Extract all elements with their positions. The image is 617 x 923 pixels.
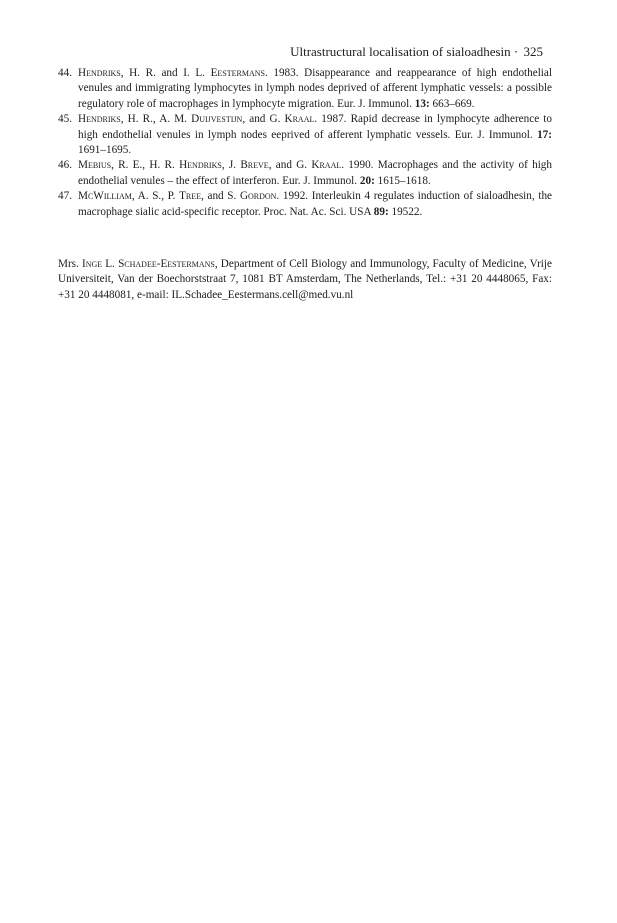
reference-author: Breve [240, 159, 269, 172]
running-head [290, 44, 543, 60]
address-name: Inge L. Schadee-Eestermans [81, 258, 215, 270]
reference-author: McWilliam [78, 190, 132, 203]
reference-number: 47. [58, 190, 72, 203]
reference-author: Eestermans [210, 67, 265, 79]
reference-pages: 19522. [388, 205, 423, 218]
reference-author-initials: , R. E., H. R. [111, 159, 180, 172]
reference-number: 44. [58, 67, 72, 79]
running-head-title: Ultrastructural localisation of sialoadhesin [290, 44, 511, 59]
reference-number: 45. [58, 113, 72, 126]
reference-text: . 1987. Rapid decrease in lymphocyte adherence to high endothelial venules in lymph nodes eeprived of afferent lymphatic vessels. Eur. J. Immunol. [78, 113, 552, 141]
reference-item [58, 112, 552, 158]
reference-number: 46. [58, 159, 72, 172]
address-body: , Department of Cell Biology and Immunology, Faculty of Medicine, Vrije Universiteit, Van der Boechorststraat 7, 1081 BT Amsterdam, The Netherlands, Tel.: +31 20 4448065, Fax: +31 20 4448081, e-mail: IL.Schadee_Eestermans.cell@med.vu.nl [58, 258, 552, 301]
reference-author: Duijvestijn [191, 113, 243, 126]
reference-author: Mebius [78, 159, 112, 172]
reference-author: Hendriks [78, 67, 121, 79]
reference-list [58, 66, 552, 220]
reference-author-initials: , H. R., A. M. [120, 113, 192, 126]
reference-text: . 1992. Interleukin 4 regulates induction of sialoadhesin, the macrophage sialic acid-specific receptor. Proc. Nat. Ac. Sci. USA [78, 190, 552, 218]
author-address [58, 257, 552, 303]
page-number: 325 [523, 44, 543, 59]
reference-author-initials: , and G. [242, 113, 285, 126]
reference-author-initials: , and S. [201, 190, 240, 203]
reference-pages: 663–669. [429, 97, 475, 110]
reference-author-initials: , H. R. and I. L. [120, 67, 211, 79]
reference-author: Hendriks [179, 159, 222, 172]
reference-pages: 1615–1618. [374, 174, 431, 187]
reference-item [58, 66, 552, 112]
reference-author: Hendriks [78, 113, 121, 126]
reference-author-initials: , A. S., P. [131, 190, 180, 203]
running-head-separator: · [513, 44, 519, 59]
reference-author: Kraal [311, 159, 342, 172]
reference-text: . 1990. Macrophages and the activity of high endothelial venules – the effect of interferon. Eur. J. Immunol. [78, 159, 552, 187]
reference-volume: 17: [537, 128, 552, 141]
reference-author: Tree [179, 190, 202, 203]
reference-author: Gordon [239, 190, 277, 203]
reference-author-initials: , J. [221, 159, 241, 172]
reference-volume: 13: [414, 97, 430, 110]
address-prefix: Mrs. [58, 258, 82, 270]
reference-item [58, 158, 552, 189]
reference-item [58, 189, 552, 220]
reference-pages: 1691–1695. [78, 144, 132, 157]
reference-author-initials: , and G. [268, 159, 312, 172]
reference-volume: 89: [373, 205, 389, 218]
reference-text: . 1983. Disappearance and reappearance of high endothelial venules and immigrating lymphocytes in lymph nodes deprived of afferent lymphatic vessels: a possible regulatory role of macrophages in lymphocyte migration. Eur. J. Immunol. [78, 67, 552, 110]
reference-author: Kraal [284, 113, 315, 126]
reference-volume: 20: [359, 174, 375, 187]
